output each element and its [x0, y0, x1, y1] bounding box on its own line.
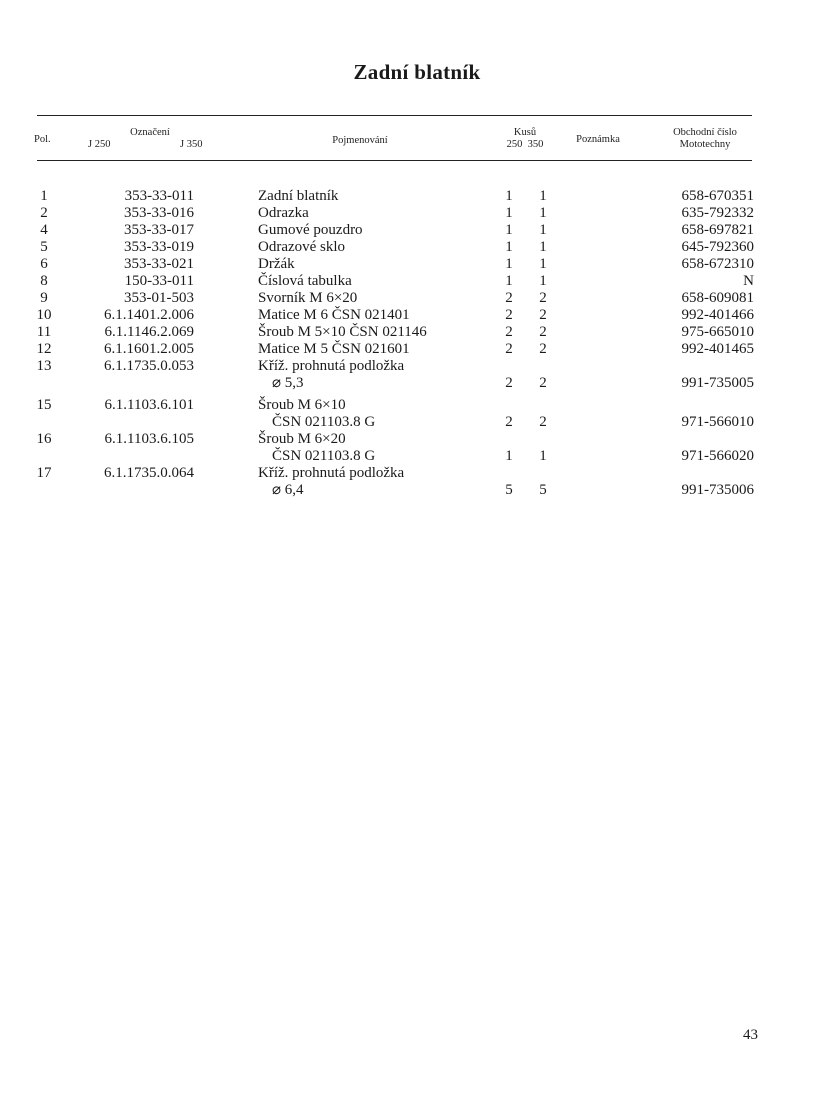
cell-k250: 1 — [505, 205, 513, 221]
cell-pol: 2 — [40, 205, 48, 221]
table-row — [0, 307, 834, 325]
table-row — [0, 358, 834, 376]
cell-name: Kříž. prohnutá podložka — [258, 358, 405, 374]
table-row — [0, 324, 834, 342]
cell-k350: 1 — [539, 205, 547, 221]
cell-k250: 5 — [505, 482, 513, 498]
cell-code: 6.1.1601.2.005 — [104, 341, 194, 357]
cell-pol: 15 — [36, 397, 52, 413]
page-number: 43 — [743, 1027, 758, 1043]
cell-k250: 2 — [505, 324, 513, 340]
cell-obch: 658-697821 — [681, 222, 754, 238]
table-row — [0, 239, 834, 257]
cell-k350: 1 — [539, 239, 547, 255]
table-row — [0, 375, 834, 393]
cell-k250: 1 — [505, 256, 513, 272]
cell-k250: 2 — [505, 341, 513, 357]
cell-obch: 992-401465 — [681, 341, 754, 357]
cell-name: Gumové pouzdro — [258, 222, 363, 238]
cell-obch: 971-566010 — [681, 414, 754, 430]
header-kusu-sub: 250 350 — [506, 139, 544, 150]
cell-name: Matice M 5 ČSN 021601 — [258, 341, 410, 357]
cell-name: Matice M 6 ČSN 021401 — [258, 307, 410, 323]
cell-name: ČSN 021103.8 G — [272, 414, 376, 430]
cell-pol: 4 — [40, 222, 48, 238]
cell-pol: 6 — [40, 256, 48, 272]
cell-pol: 10 — [36, 307, 52, 323]
cell-pol: 1 — [40, 188, 48, 204]
cell-code: 6.1.1103.6.105 — [104, 431, 194, 447]
header-poznamka: Poznámka — [576, 134, 620, 145]
header-bottom-rule — [37, 160, 752, 161]
cell-k350: 5 — [539, 482, 547, 498]
header-pol: Pol. — [34, 134, 51, 145]
header-kusu: Kusů — [513, 127, 537, 138]
cell-code: 353-33-011 — [124, 188, 194, 204]
table-row — [0, 431, 834, 449]
cell-pol: 8 — [40, 273, 48, 289]
header-oznaceni: Označení — [130, 127, 170, 138]
cell-k350: 1 — [539, 273, 547, 289]
table-row — [0, 341, 834, 359]
table-row — [0, 448, 834, 466]
cell-name: Svorník M 6×20 — [258, 290, 358, 306]
cell-code: 353-33-016 — [124, 205, 194, 221]
cell-k250: 2 — [505, 290, 513, 306]
cell-obch: 658-609081 — [681, 290, 754, 306]
cell-obch: 645-792360 — [681, 239, 754, 255]
cell-code: 6.1.1735.0.053 — [104, 358, 194, 374]
cell-pol: 16 — [36, 431, 52, 447]
header-obchodni: Obchodní číslo — [673, 127, 737, 138]
table-row — [0, 205, 834, 223]
header-j250: J 250 — [88, 139, 111, 150]
cell-k350: 1 — [539, 256, 547, 272]
cell-code: 353-33-019 — [124, 239, 194, 255]
cell-k350: 1 — [539, 188, 547, 204]
cell-k350: 2 — [539, 341, 547, 357]
cell-obch: 991-735005 — [681, 375, 754, 391]
cell-k350: 2 — [539, 375, 547, 391]
cell-code: 6.1.1401.2.006 — [104, 307, 194, 323]
cell-obch: 992-401466 — [681, 307, 754, 323]
table-row — [0, 256, 834, 274]
cell-k350: 1 — [539, 222, 547, 238]
table-row — [0, 273, 834, 291]
table-row — [0, 465, 834, 483]
cell-pol: 12 — [36, 341, 52, 357]
header-j350: J 350 — [180, 139, 203, 150]
header-pojmenovani: Pojmenování — [332, 135, 388, 146]
cell-obch: 971-566020 — [681, 448, 754, 464]
cell-name: Odrazové sklo — [258, 239, 346, 255]
cell-k350: 2 — [539, 307, 547, 323]
cell-k250: 2 — [505, 307, 513, 323]
cell-code: 150-33-011 — [124, 273, 194, 289]
header-mototechny: Mototechny — [679, 139, 731, 150]
cell-k250: 2 — [505, 375, 513, 391]
cell-k350: 2 — [539, 290, 547, 306]
cell-pol: 11 — [36, 324, 52, 340]
cell-k250: 2 — [505, 414, 513, 430]
cell-obch: 658-672310 — [681, 256, 754, 272]
table-row — [0, 290, 834, 308]
cell-name: Odrazka — [258, 205, 309, 221]
cell-name: Šroub M 5×10 ČSN 021146 — [258, 324, 427, 340]
cell-k350: 2 — [539, 414, 547, 430]
cell-name: ⌀ 5,3 — [272, 375, 304, 391]
cell-pol: 9 — [40, 290, 48, 306]
cell-pol: 5 — [40, 239, 48, 255]
cell-code: 353-33-017 — [124, 222, 194, 238]
cell-name: Kříž. prohnutá podložka — [258, 465, 405, 481]
cell-code: 353-33-021 — [124, 256, 194, 272]
cell-name: Šroub M 6×10 — [258, 397, 346, 413]
cell-code: 6.1.1735.0.064 — [104, 465, 194, 481]
cell-pol: 13 — [36, 358, 52, 374]
cell-name: Šroub M 6×20 — [258, 431, 346, 447]
cell-k250: 1 — [505, 239, 513, 255]
cell-obch: 635-792332 — [681, 205, 754, 221]
cell-code: 6.1.1146.2.069 — [104, 324, 194, 340]
cell-obch: 991-735006 — [681, 482, 754, 498]
cell-k250: 1 — [505, 222, 513, 238]
cell-obch: 975-665010 — [681, 324, 754, 340]
page-title: Zadní blatník — [353, 60, 481, 84]
cell-k250: 1 — [505, 188, 513, 204]
cell-k250: 1 — [505, 448, 513, 464]
cell-name: Číslová tabulka — [258, 273, 352, 289]
cell-name: Zadní blatník — [258, 188, 339, 204]
cell-name: ⌀ 6,4 — [272, 482, 304, 498]
header-top-rule — [37, 115, 752, 116]
cell-k250: 1 — [505, 273, 513, 289]
cell-name: ČSN 021103.8 G — [272, 448, 376, 464]
table-row — [0, 222, 834, 240]
cell-obch: N — [743, 273, 754, 289]
cell-k350: 2 — [539, 324, 547, 340]
cell-name: Držák — [258, 256, 295, 272]
table-row — [0, 397, 834, 415]
cell-code: 6.1.1103.6.101 — [104, 397, 194, 413]
cell-pol: 17 — [36, 465, 52, 481]
table-row — [0, 188, 834, 206]
cell-k350: 1 — [539, 448, 547, 464]
table-row — [0, 482, 834, 500]
table-row — [0, 414, 834, 432]
cell-code: 353-01-503 — [124, 290, 194, 306]
cell-obch: 658-670351 — [681, 188, 754, 204]
